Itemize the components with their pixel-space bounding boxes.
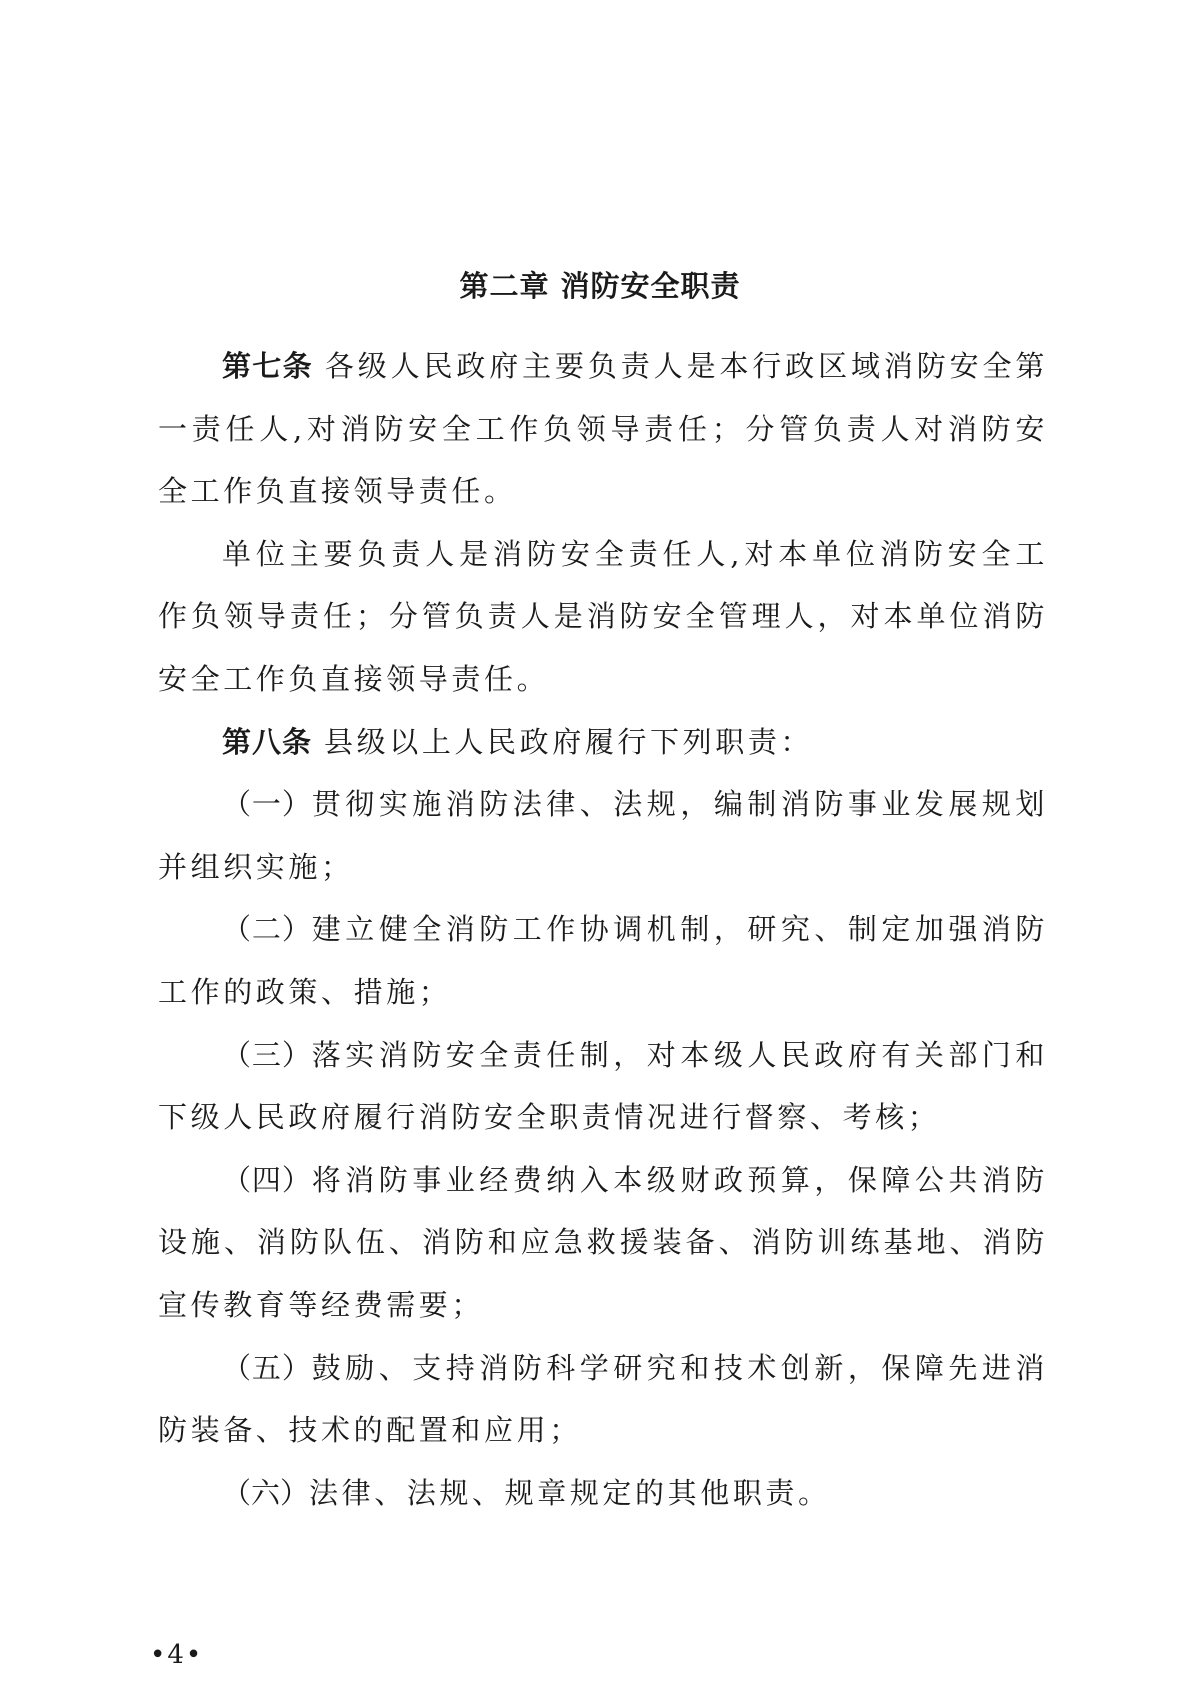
item-text: 建立健全消防工作协调机制，研究、制定加强消防工作的政策、措施；	[158, 912, 1048, 1009]
document-body	[158, 335, 1048, 1524]
item-number: （五）	[222, 1350, 312, 1385]
article-7-text: 各级人民政府主要负责人是本行政区域消防安全第一责任人,对消防安全工作负领导责任；分管负责人对消防安全工作负直接领导责任。	[158, 349, 1048, 509]
item-text: 鼓励、支持消防科学研究和技术创新，保障先进消防装备、技术的配置和应用；	[158, 1350, 1048, 1448]
article-7-paragraph-1	[158, 335, 1048, 523]
page-number: •4•	[150, 1640, 204, 1670]
item-text: 法律、法规、规章规定的其他职责。	[309, 1475, 831, 1510]
article-8-item-3	[158, 1024, 1048, 1149]
item-number: （六）	[222, 1475, 310, 1510]
article-8-intro-paragraph	[158, 711, 1048, 774]
chapter-title: 第二章 消防安全职责	[459, 269, 741, 303]
article-8-item-1	[158, 773, 1048, 898]
item-text: 将消防事业经费纳入本级财政预算，保障公共消防设施、消防队伍、消防和应急救援装备、消防训练基地、消防宣传教育等经费需要；	[158, 1162, 1048, 1322]
item-text: 落实消防安全责任制，对本级人民政府有关部门和下级人民政府履行消防安全职责情况进行督察、考核；	[158, 1037, 1048, 1135]
item-number: （二）	[222, 912, 312, 947]
article-8-label: 第八条	[222, 724, 313, 759]
item-number: （四）	[222, 1162, 312, 1197]
article-7-paragraph-2: 单位主要负责人是消防安全责任人,对本单位消防安全工作负领导责任；分管负责人是消防安全管理人，对本单位消防安全工作负直接领导责任。	[158, 536, 1048, 696]
article-8-item-4	[158, 1149, 1048, 1337]
article-8-intro: 县级以上人民政府履行下列职责：	[324, 724, 814, 759]
article-8-item-5	[158, 1337, 1048, 1462]
item-number: （三）	[222, 1037, 312, 1072]
article-8-item-6	[158, 1462, 1048, 1525]
article-7-label: 第七条	[222, 349, 313, 383]
item-text: 贯彻实施消防法律、法规，编制消防事业发展规划并组织实施；	[158, 787, 1048, 884]
item-number: （一）	[222, 787, 312, 822]
article-8-item-2	[158, 898, 1048, 1023]
